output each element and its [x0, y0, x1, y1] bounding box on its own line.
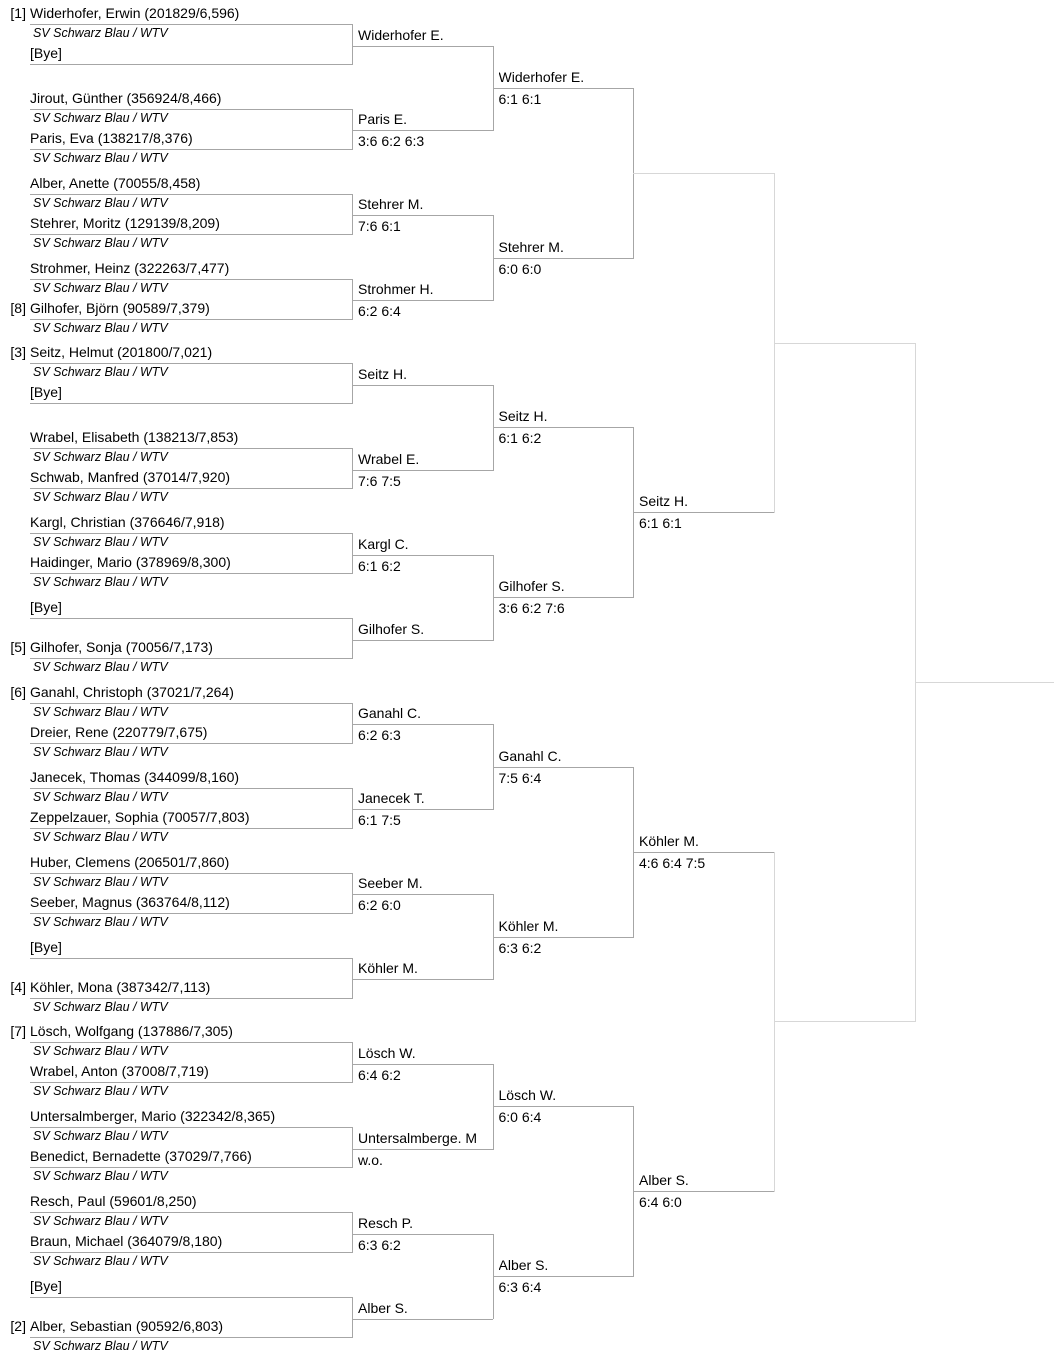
round1-winner-score: 6:2 6:4	[358, 303, 401, 320]
player-club: SV Schwarz Blau / WTV	[33, 365, 168, 380]
player-name: Ganahl, Christoph (37021/7,264)	[30, 683, 234, 700]
player-underline	[30, 1127, 352, 1128]
player-club: SV Schwarz Blau / WTV	[33, 535, 168, 550]
player-underline	[30, 448, 352, 449]
quarterfinal-winner-score: 4:6 6:4 7:5	[639, 854, 706, 871]
player-name: Untersalmberger, Mario (322342/8,365)	[30, 1108, 276, 1125]
player-underline	[30, 403, 352, 404]
pair-connector	[352, 958, 353, 999]
player-name: Janecek, Thomas (344099/8,160)	[30, 768, 240, 785]
quarterfinal-winner-name: Köhler M.	[639, 832, 699, 849]
match-output-line	[352, 470, 493, 471]
pair-connector	[352, 1212, 353, 1253]
round1-winner-name: Gilhofer S.	[358, 620, 425, 637]
round1-winner-name: Lösch W.	[358, 1044, 416, 1061]
player-underline	[30, 828, 352, 829]
round1-winner-name: Janecek T.	[358, 790, 425, 807]
round1-winner-score: 6:1 7:5	[358, 812, 401, 829]
player-underline	[30, 194, 352, 195]
round1-winner-name: Stehrer M.	[358, 196, 424, 213]
round1-winner-name: Alber S.	[358, 1299, 408, 1316]
player-underline	[30, 1042, 352, 1043]
player-club: SV Schwarz Blau / WTV	[33, 1254, 168, 1269]
round2-winner-score: 6:0 6:4	[498, 1109, 542, 1126]
match-output-line	[352, 130, 493, 131]
round1-winner-name: Paris E.	[358, 111, 408, 128]
match-output-line	[493, 767, 634, 768]
player-underline	[30, 743, 352, 744]
round1-winner-name: Seeber M.	[358, 875, 423, 892]
player-club: SV Schwarz Blau / WTV	[33, 874, 168, 889]
player-club: SV Schwarz Blau / WTV	[33, 195, 168, 210]
player-club: SV Schwarz Blau / WTV	[33, 490, 168, 505]
player-underline	[30, 363, 352, 364]
player-seed: [8]	[10, 299, 26, 316]
round1-winner-name: Untersalmberge. M	[358, 1129, 478, 1146]
player-name: Benedict, Bernadette (37029/7,766)	[30, 1148, 252, 1165]
player-name: Alber, Sebastian (90592/6,803)	[30, 1318, 224, 1334]
match-output-line	[352, 724, 493, 725]
round2-winner-score: 6:3 6:4	[498, 1279, 542, 1296]
player-name: Resch, Paul (59601/8,250)	[30, 1193, 197, 1210]
player-name: Alber, Anette (70055/8,458)	[30, 174, 201, 191]
player-name: Seeber, Magnus (363764/8,112)	[30, 893, 230, 910]
player-name: Lösch, Wolfgang (137886/7,305)	[30, 1023, 233, 1040]
player-underline	[30, 488, 352, 489]
round1-winner-score: 7:6 6:1	[358, 218, 401, 235]
player-name: Gilhofer, Sonja (70056/7,173)	[30, 639, 213, 656]
pair-connector	[352, 1127, 353, 1168]
player-underline	[30, 958, 352, 959]
player-underline	[30, 658, 352, 659]
round1-winner-name: Resch P.	[358, 1214, 413, 1231]
round2-winner-name: Stehrer M.	[498, 238, 564, 255]
quarterfinal-winner-score: 6:4 6:0	[639, 1194, 682, 1211]
pair-connector	[352, 1297, 353, 1338]
player-club: SV Schwarz Blau / WTV	[33, 450, 168, 465]
match-output-line	[633, 852, 774, 853]
pair-connector	[352, 533, 353, 574]
player-underline	[30, 618, 352, 619]
round1-winner-name: Wrabel E.	[358, 450, 420, 467]
player-club: SV Schwarz Blau / WTV	[33, 704, 168, 719]
player-name: Seitz, Helmut (201800/7,021)	[30, 344, 213, 361]
round1-winner-name: Strohmer H.	[358, 281, 434, 298]
pair-connector	[352, 1042, 353, 1083]
match-output-line	[352, 46, 493, 47]
match-output-line	[352, 979, 493, 980]
bye-label: [Bye]	[30, 384, 62, 401]
player-name: Gilhofer, Björn (90589/7,379)	[30, 299, 210, 316]
match-output-line	[352, 300, 493, 301]
round1-winner-name: Seitz H.	[358, 365, 408, 382]
pair-connector	[352, 279, 353, 320]
match-output-line	[915, 682, 1055, 683]
bye-label: [Bye]	[30, 938, 62, 955]
player-underline	[30, 24, 352, 25]
match-output-line	[493, 937, 634, 938]
round1-winner-score: 3:6 6:2 6:3	[358, 133, 425, 150]
player-club: SV Schwarz Blau / WTV	[33, 914, 168, 929]
round2-winner-name: Alber S.	[498, 1257, 549, 1274]
round1-winner-name: Ganahl C.	[358, 705, 422, 722]
match-output-line	[352, 215, 493, 216]
player-club: SV Schwarz Blau / WTV	[33, 1339, 168, 1353]
player-club: SV Schwarz Blau / WTV	[33, 1214, 168, 1229]
match-output-line	[774, 1021, 915, 1022]
player-name: Huber, Clemens (206501/7,860)	[30, 853, 230, 870]
player-seed: [2]	[10, 1318, 26, 1334]
pair-connector	[352, 109, 353, 150]
match-output-line	[493, 258, 634, 259]
player-name: Kargl, Christian (376646/7,918)	[30, 514, 225, 531]
bye-label: [Bye]	[30, 1278, 62, 1294]
match-output-line	[493, 597, 634, 598]
player-club: SV Schwarz Blau / WTV	[33, 150, 168, 165]
player-seed: [4]	[10, 978, 26, 995]
match-output-line	[352, 1149, 493, 1150]
player-underline	[30, 1337, 352, 1338]
pair-connector	[352, 703, 353, 744]
player-club: SV Schwarz Blau / WTV	[33, 1129, 168, 1144]
pair-connector	[352, 363, 353, 404]
round2-winner-name: Widerhofer E.	[498, 68, 585, 85]
round2-winner-name: Köhler M.	[498, 917, 559, 934]
match-output-line	[352, 1234, 493, 1235]
player-underline	[30, 279, 352, 280]
round2-winner-name: Seitz H.	[498, 408, 548, 425]
round2-winner-name: Lösch W.	[498, 1087, 557, 1104]
pair-connector	[352, 788, 353, 829]
match-output-line	[633, 173, 774, 174]
match-output-line	[774, 343, 915, 344]
player-club: SV Schwarz Blau / WTV	[33, 744, 168, 759]
pair-connector	[352, 873, 353, 914]
round1-winner-name: Kargl C.	[358, 535, 409, 552]
player-name: Jirout, Günther (356924/8,466)	[30, 89, 222, 106]
player-name: Widerhofer, Erwin (201829/6,596)	[30, 5, 240, 21]
player-name: Schwab, Manfred (37014/7,920)	[30, 469, 231, 486]
player-underline	[30, 319, 352, 320]
player-name: Wrabel, Anton (37008/7,719)	[30, 1063, 209, 1080]
player-underline	[30, 533, 352, 534]
pair-connector	[352, 194, 353, 235]
player-club: SV Schwarz Blau / WTV	[33, 660, 168, 675]
match-output-line	[352, 894, 493, 895]
quarterfinal-winner-name: Seitz H.	[639, 493, 689, 510]
player-seed: [3]	[10, 344, 26, 361]
match-output-line	[352, 640, 493, 641]
player-seed: [1]	[10, 5, 26, 21]
match-output-line	[352, 1064, 493, 1065]
round2-winner-name: Ganahl C.	[498, 747, 562, 764]
player-name: Strohmer, Heinz (322263/7,477)	[30, 259, 230, 276]
pair-connector	[352, 618, 353, 659]
player-underline	[30, 913, 352, 914]
round2-winner-score: 7:5 6:4	[498, 769, 542, 786]
player-underline	[30, 1212, 352, 1213]
player-underline	[30, 109, 352, 110]
player-name: Haidinger, Mario (378969/8,300)	[30, 554, 231, 571]
player-underline	[30, 573, 352, 574]
player-club: SV Schwarz Blau / WTV	[33, 320, 168, 335]
player-underline	[30, 873, 352, 874]
round2-winner-name: Gilhofer S.	[498, 578, 565, 595]
player-name: Wrabel, Elisabeth (138213/7,853)	[30, 429, 239, 446]
match-output-line	[493, 1106, 634, 1107]
player-name: Stehrer, Moritz (129139/8,209)	[30, 214, 220, 231]
round1-winner-score: w.o.	[358, 1151, 383, 1168]
player-seed: [6]	[10, 683, 26, 700]
round2-winner-score: 6:0 6:0	[498, 260, 542, 277]
match-output-line	[493, 427, 634, 428]
player-underline	[30, 64, 352, 65]
player-club: SV Schwarz Blau / WTV	[33, 1084, 168, 1099]
player-underline	[30, 234, 352, 235]
player-club: SV Schwarz Blau / WTV	[33, 575, 168, 590]
round1-winner-score: 6:2 6:0	[358, 897, 401, 914]
player-name: Braun, Michael (364079/8,180)	[30, 1233, 223, 1250]
player-seed: [7]	[10, 1023, 26, 1040]
player-underline	[30, 1167, 352, 1168]
bye-label: [Bye]	[30, 45, 62, 61]
player-name: Köhler, Mona (387342/7,113)	[30, 978, 211, 995]
player-club: SV Schwarz Blau / WTV	[33, 789, 168, 804]
player-underline	[30, 149, 352, 150]
round2-winner-score: 6:1 6:2	[498, 430, 542, 447]
match-output-line	[633, 512, 774, 513]
round1-winner-name: Widerhofer E.	[358, 26, 444, 43]
round1-winner-score: 6:3 6:2	[358, 1236, 401, 1253]
player-club: SV Schwarz Blau / WTV	[33, 110, 168, 125]
quarterfinal-winner-score: 6:1 6:1	[639, 515, 682, 532]
match-output-line	[352, 555, 493, 556]
player-club: SV Schwarz Blau / WTV	[33, 999, 168, 1014]
player-seed: [5]	[10, 639, 26, 656]
player-club: SV Schwarz Blau / WTV	[33, 235, 168, 250]
bye-label: [Bye]	[30, 599, 62, 616]
round2-winner-score: 3:6 6:2 7:6	[498, 600, 565, 617]
player-club: SV Schwarz Blau / WTV	[33, 1169, 168, 1184]
match-output-line	[633, 1191, 774, 1192]
round1-winner-score: 6:4 6:2	[358, 1066, 401, 1083]
pair-connector	[352, 24, 353, 65]
match-output-line	[352, 1319, 493, 1320]
player-underline	[30, 703, 352, 704]
match-output-line	[352, 809, 493, 810]
player-underline	[30, 1252, 352, 1253]
player-name: Zeppelzauer, Sophia (70057/7,803)	[30, 808, 250, 825]
player-underline	[30, 1297, 352, 1298]
round2-winner-score: 6:1 6:1	[498, 90, 542, 107]
player-club: SV Schwarz Blau / WTV	[33, 1044, 168, 1059]
player-name: Paris, Eva (138217/8,376)	[30, 129, 193, 146]
match-output-line	[352, 385, 493, 386]
player-club: SV Schwarz Blau / WTV	[33, 280, 168, 295]
match-output-line	[493, 1276, 634, 1277]
quarterfinal-winner-name: Alber S.	[639, 1172, 689, 1189]
round1-winner-score: 6:2 6:3	[358, 727, 401, 744]
player-club: SV Schwarz Blau / WTV	[33, 26, 168, 40]
match-output-line	[493, 88, 634, 89]
round1-winner-score: 7:6 7:5	[358, 472, 401, 489]
round2-winner-score: 6:3 6:2	[498, 939, 542, 956]
player-underline	[30, 1082, 352, 1083]
pair-connector	[352, 448, 353, 489]
player-underline	[30, 788, 352, 789]
round1-winner-name: Köhler M.	[358, 960, 418, 977]
player-club: SV Schwarz Blau / WTV	[33, 829, 168, 844]
player-underline	[30, 998, 352, 999]
round1-winner-score: 6:1 6:2	[358, 557, 401, 574]
player-name: Dreier, Rene (220779/7,675)	[30, 723, 208, 740]
